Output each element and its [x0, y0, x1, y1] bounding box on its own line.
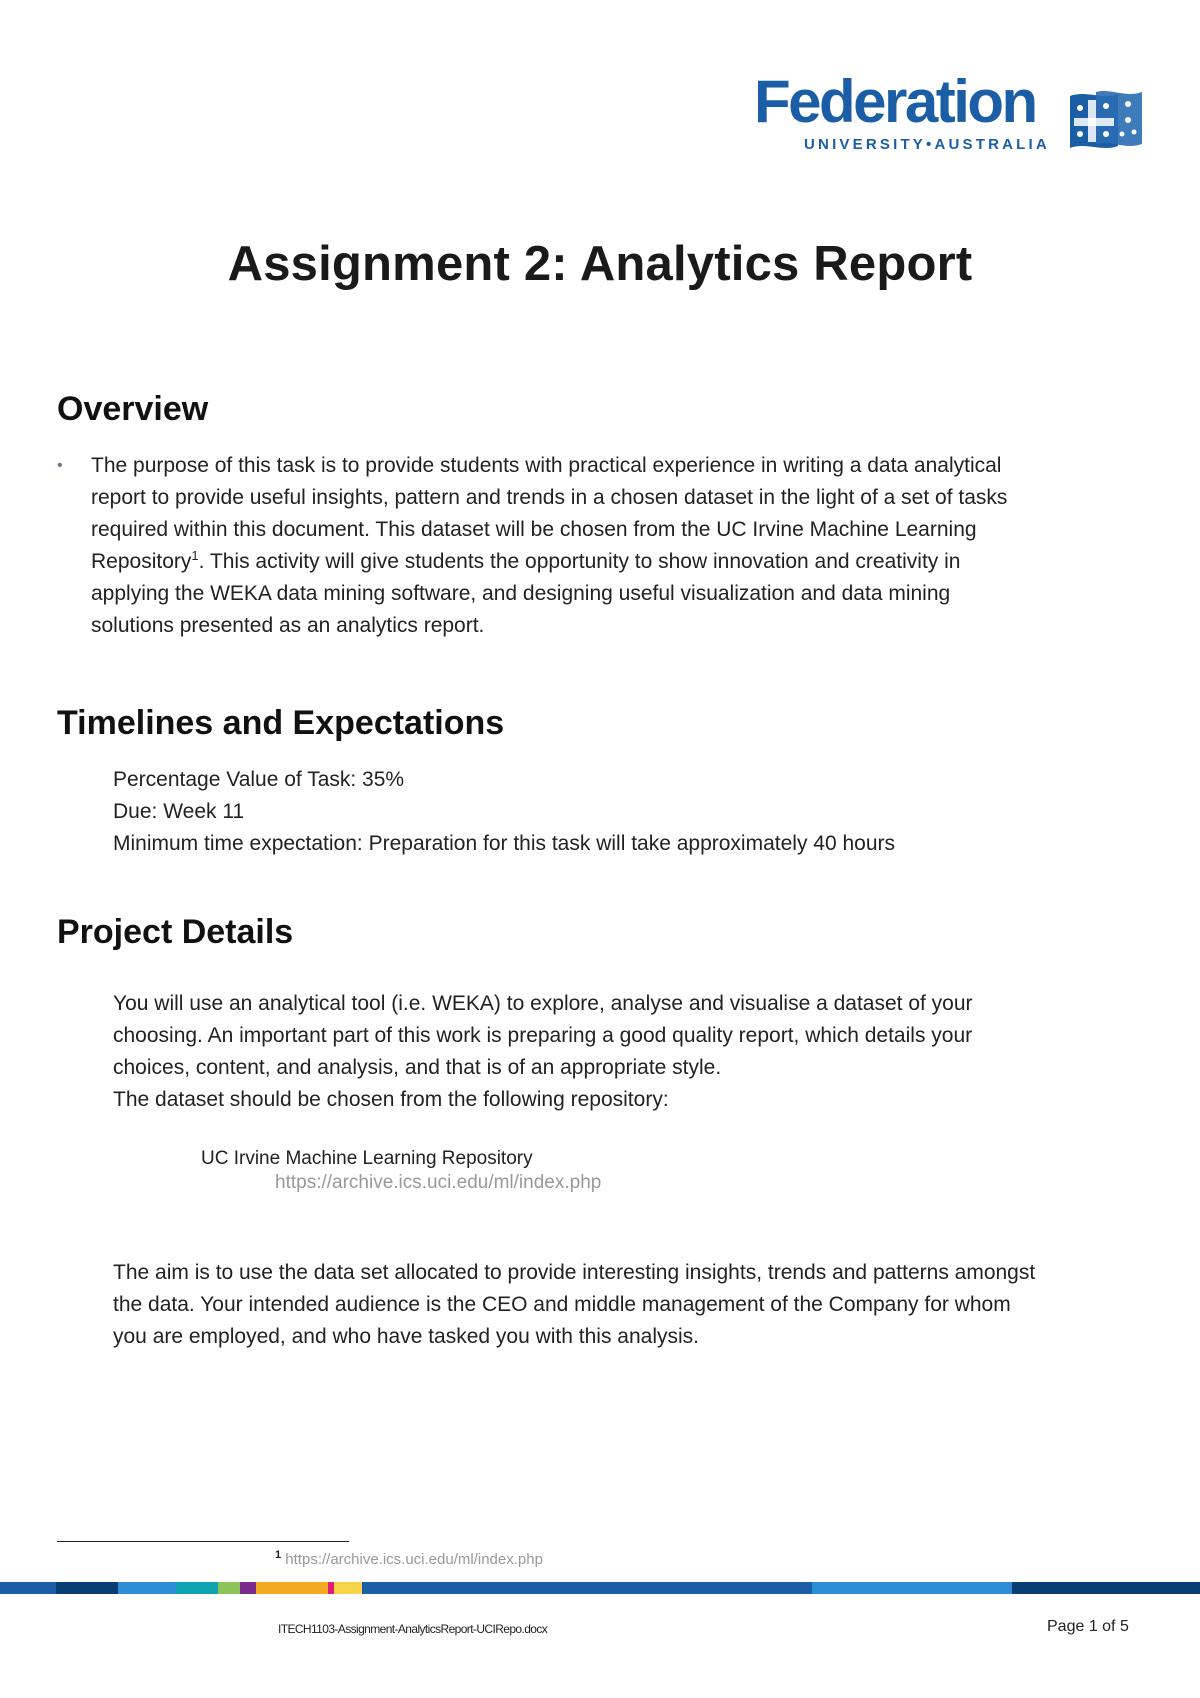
bullet-dot-icon: • [57, 457, 63, 474]
stripe-segment [118, 1582, 176, 1594]
repo-url-link[interactable]: https://archive.ics.uci.edu/ml/index.php [275, 1172, 602, 1193]
repo-name: UC Irvine Machine Learning Repository [201, 1148, 533, 1169]
footer-color-stripe [0, 1582, 1200, 1594]
overview-bullet [57, 450, 1037, 642]
timeline-percentage: Percentage Value of Task: 35% [113, 768, 405, 791]
stripe-segment [56, 1582, 118, 1594]
overview-heading: Overview [57, 390, 209, 428]
stripe-segment [292, 1582, 328, 1594]
project-paragraph-1: You will use an analytical tool (i.e. WEKA) to explore, analyse and visualise a dataset of your choosing. An important part of this work is preparing a good quality report, which details your choices, content, and analysis, and that is of an appropriate style. [113, 992, 973, 1079]
footnote-divider [57, 1541, 349, 1542]
stripe-segment [362, 1582, 542, 1594]
timeline-time-expectation: Minimum time expectation: Preparation for this task will take approximately 40 hours [113, 832, 896, 855]
federation-logo [754, 68, 1146, 158]
logo-flag-icon [1066, 88, 1146, 150]
footnote [275, 1551, 543, 1568]
stripe-segment [256, 1582, 292, 1594]
stripe-segment [812, 1582, 1012, 1594]
overview-text-part1: The purpose of this task is to provide students with practical experience in writing a data analytical report to provide useful insights, pattern and trends in a chosen dataset in the light of a set of tasks required within this document. This dataset will be chosen from the UC Irvine Machine Learning Repository [91, 454, 1008, 573]
footnote-link[interactable]: https://archive.ics.uci.edu/ml/index.php [285, 1551, 543, 1568]
document-title: Assignment 2: Analytics Report [227, 237, 973, 291]
project-paragraph-3: The aim is to use the data set allocated to provide interesting insights, trends and patterns amongst the data. Your intended audience is the CEO and middle management of the Company for whom you are employed, and who have tasked you with this analysis. [113, 1261, 1036, 1348]
stripe-segment [1012, 1582, 1200, 1594]
footnote-ref[interactable]: 1 [191, 548, 199, 563]
project-heading: Project Details [57, 913, 294, 951]
timelines-list [113, 764, 895, 860]
overview-paragraph [91, 450, 1037, 642]
footer-page-number: Page 1 of 5 [1047, 1618, 1129, 1635]
logo-subtitle: UNIVERSITY•AUSTRALIA [804, 136, 1050, 153]
overview-text-part2: . This activity will give students the opportunity to show innovation and creativity in applying the WEKA data mining software, and designing useful visualization and data mining solutions presented as an analytics report. [91, 550, 961, 637]
project-aim [113, 1257, 1043, 1353]
footer-filename: ITECH1103-Assignment-AnalyticsReport-UCIRepo.docx [278, 1622, 548, 1636]
timelines-heading: Timelines and Expectations [57, 704, 505, 742]
stripe-segment [334, 1582, 362, 1594]
stripe-segment [218, 1582, 240, 1594]
project-details [113, 988, 1043, 1116]
logo-wordmark: Federation [754, 68, 1036, 135]
stripe-segment [176, 1582, 218, 1594]
stripe-segment [0, 1582, 56, 1594]
timeline-due: Due: Week 11 [113, 800, 245, 823]
project-paragraph-2: The dataset should be chosen from the following repository: [113, 1088, 669, 1111]
stripe-segment [542, 1582, 812, 1594]
footnote-number: 1 [275, 1549, 282, 1561]
stripe-segment [240, 1582, 256, 1594]
